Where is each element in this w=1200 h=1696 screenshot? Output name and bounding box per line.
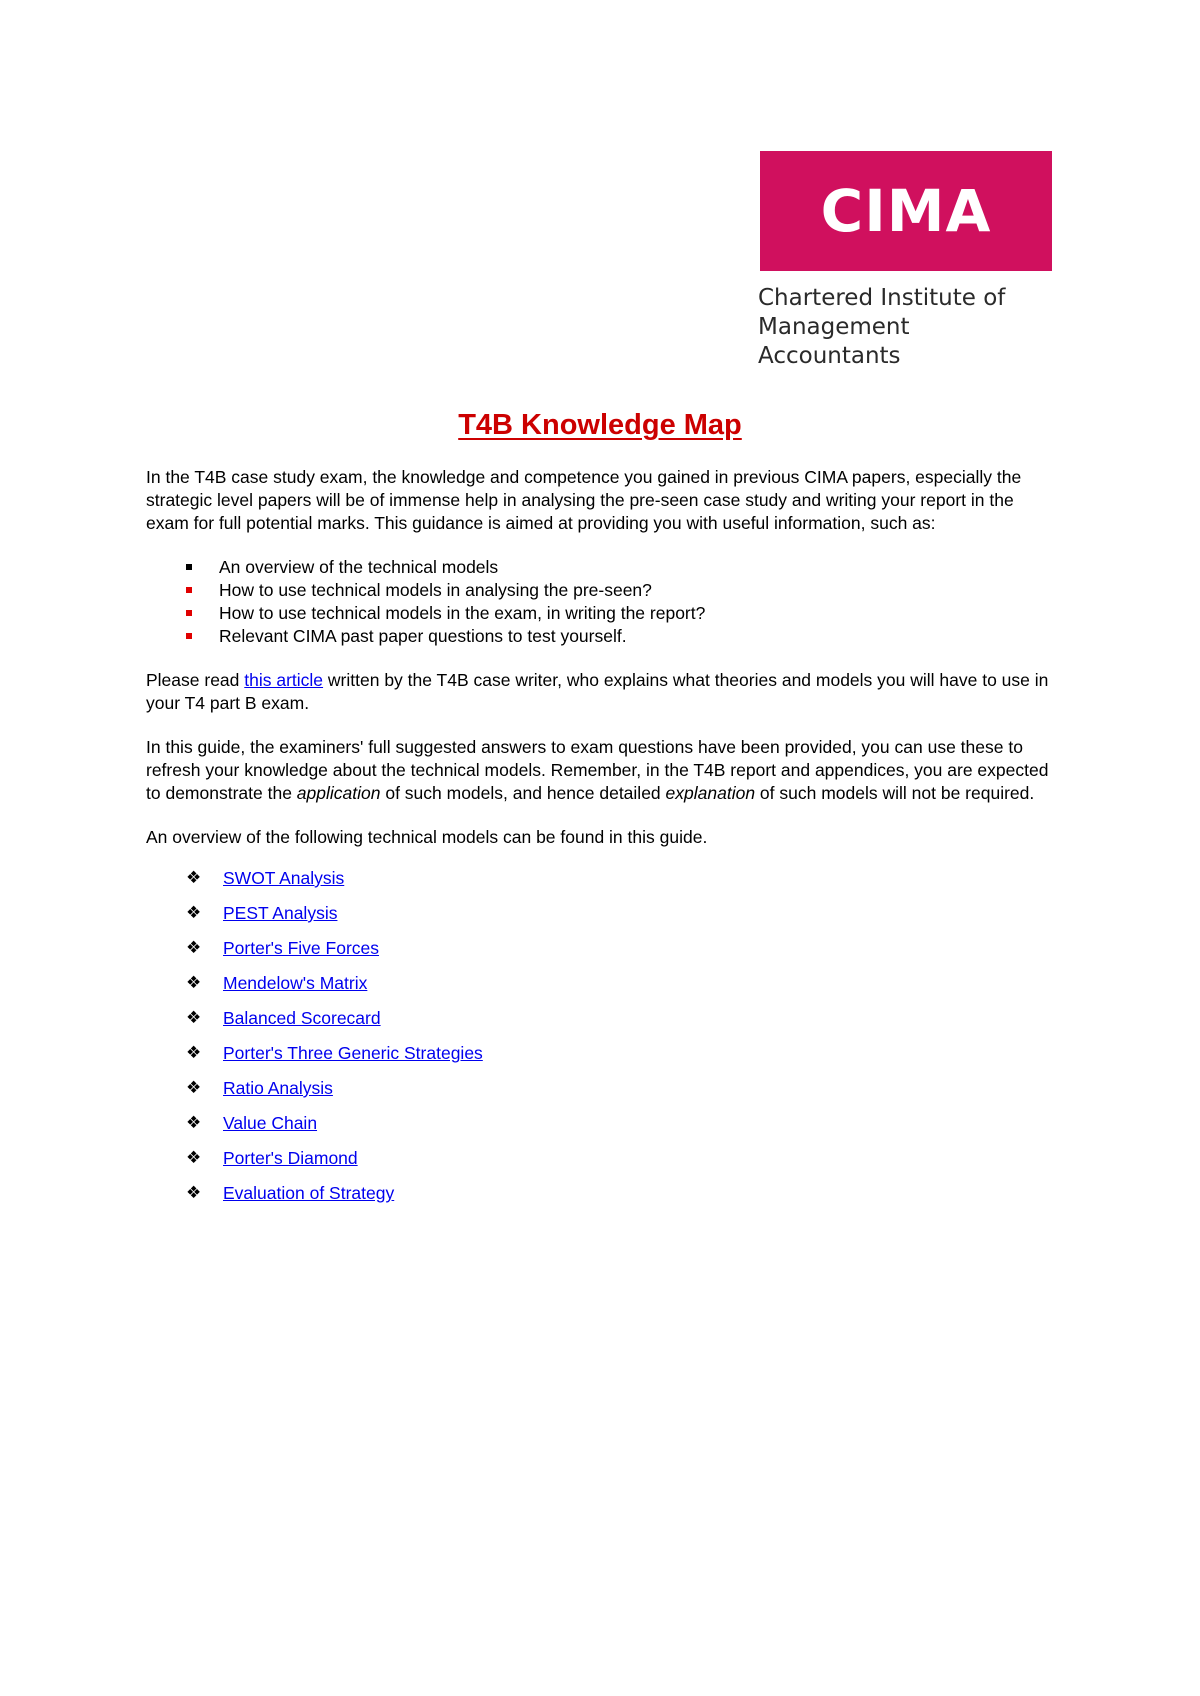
list-item: How to use technical models in the exam, in writing the report?: [146, 602, 1061, 625]
logo-subtitle: [758, 284, 1058, 371]
model-item-swot: [146, 867, 1061, 902]
model-item-value-chain: [146, 1112, 1061, 1147]
square-bullet-icon: [186, 610, 192, 616]
diamond-bullet-icon: ❖: [186, 903, 202, 923]
document-body: [146, 466, 1061, 1217]
overview-paragraph: An overview of the following technical models can be found in this guide.: [146, 827, 708, 847]
this-article-link[interactable]: this article: [244, 670, 324, 690]
logo-line-2: Management Accountants: [758, 314, 910, 369]
model-item-five-forces: [146, 937, 1061, 972]
model-item-generic-strategies: [146, 1042, 1061, 1077]
model-item-diamond: [146, 1147, 1061, 1182]
page-title: T4B Knowledge Map: [458, 409, 742, 441]
guidance-bullet-list: [146, 556, 1061, 648]
ratio-analysis-link[interactable]: Ratio Analysis: [223, 1078, 333, 1098]
guide-paragraph: In this guide, the examiners' full suggested answers to exam questions have been provided, you can use these to refresh your knowledge about the technical models. Remember, in the T4B report and appendices, you are expected to demonstrate the application of such models, and hence detailed explanation of such models will not be required.: [146, 737, 1049, 803]
logo-mark: CIMA: [820, 177, 992, 245]
diamond-bullet-icon: ❖: [186, 1008, 202, 1028]
model-item-mendelow: [146, 972, 1061, 1007]
evaluation-of-strategy-link[interactable]: Evaluation of Strategy: [223, 1183, 395, 1203]
article-paragraph: Please read this article written by the T4B case writer, who explains what theories and models you will have to use in your T4 part B exam.: [146, 670, 1049, 713]
diamond-bullet-icon: ❖: [186, 1113, 202, 1133]
mendelows-matrix-link[interactable]: Mendelow's Matrix: [223, 973, 368, 993]
diamond-bullet-icon: ❖: [186, 868, 202, 888]
square-bullet-icon: [186, 564, 192, 570]
value-chain-link[interactable]: Value Chain: [223, 1113, 318, 1133]
diamond-bullet-icon: ❖: [186, 1148, 202, 1168]
list-item: An overview of the technical models: [146, 556, 1061, 579]
square-bullet-icon: [186, 633, 192, 639]
porters-diamond-link[interactable]: Porter's Diamond: [223, 1148, 358, 1168]
model-item-scorecard: [146, 1007, 1061, 1042]
generic-strategies-link[interactable]: Porter's Three Generic Strategies: [223, 1043, 483, 1063]
intro-paragraph: In the T4B case study exam, the knowledge and competence you gained in previous CIMA papers, especially the strategic level papers will be of immense help in analysing the pre-seen case study and writing your report in the exam for full potential marks. This guidance is aimed at providing you with useful information, such as:: [146, 467, 1022, 533]
logo-line-1: Chartered Institute of: [758, 285, 1006, 311]
technical-models-list: [146, 867, 1061, 1217]
list-item: Relevant CIMA past paper questions to test yourself.: [146, 625, 1061, 648]
diamond-bullet-icon: ❖: [186, 973, 202, 993]
model-item-evaluation: [146, 1182, 1061, 1217]
list-item: How to use technical models in analysing the pre-seen?: [146, 579, 1061, 602]
pest-analysis-link[interactable]: PEST Analysis: [223, 903, 338, 923]
cima-logo: [760, 151, 1052, 271]
diamond-bullet-icon: ❖: [186, 938, 202, 958]
model-item-pest: [146, 902, 1061, 937]
porters-five-forces-link[interactable]: Porter's Five Forces: [223, 938, 380, 958]
diamond-bullet-icon: ❖: [186, 1043, 202, 1063]
diamond-bullet-icon: ❖: [186, 1183, 202, 1203]
balanced-scorecard-link[interactable]: Balanced Scorecard: [223, 1008, 381, 1028]
swot-analysis-link[interactable]: SWOT Analysis: [223, 868, 345, 888]
model-item-ratio: [146, 1077, 1061, 1112]
diamond-bullet-icon: ❖: [186, 1078, 202, 1098]
square-bullet-icon: [186, 587, 192, 593]
